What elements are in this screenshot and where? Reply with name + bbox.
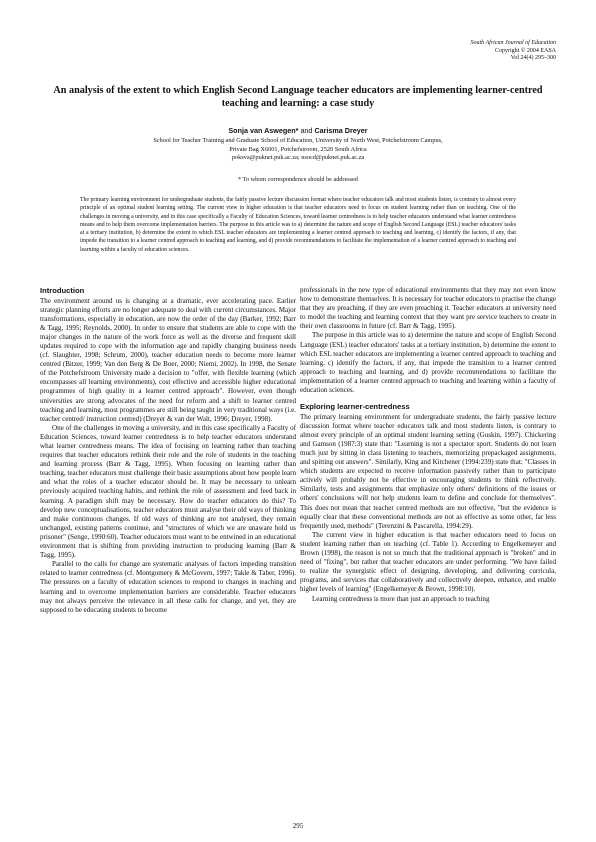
copyright-line: Copyright © 2004 EASA	[494, 47, 556, 54]
paragraph: The environment around us is changing at a dramatic, ever accelerating pace. Earlier strategic planning efforts are no longer adequate to deal with current circumstances. Major transformations, especially in education, are now the order of the day (Barker, 1992; Barr & Tagg, 1995; Reynolds, 2000). In order to ensure that students are able to cope with the major changes in the nature of the work force as well as the diverse and frequent skill updates required to cope with the information age and rapidly changing business needs (cf. Slaughter, 1998; Schrum, 2000), teacher education needs to become more learner centred (Bitzer, 1999; Van den Berg & De Boer, 2000; Niemi, 2002). In 1998, the Senate of the Potchefstroom University made a decision to "offer, with flexible learning (which encompasses all learning environments), cost effective and accessible higher educational programmes of high quality in a learner centred approach". However, even though universities are strong advocates of the need for reform and a shift to learner centred teaching and learning, most programmes are still being taught in very traditional ways (i.e. teacher centred/ instruction centred) (Dreyer & van der Walt, 1996; Dreyer, 1998).	[40, 296, 296, 423]
paragraph: Parallel to the calls for change are systematic analyses of factors impeding transition related to learner centredness (cf. Montgomery & McGovern, 1997; Takle & Taber, 1996). The pressures on a faculty of education sciences to respond to changes in teaching and learning and to overcome implementation barriers are considerable. Teacher educators may not always perceive the relevance in all these calls for change, and yet, they are supposed to be educating students to become	[40, 560, 296, 614]
affiliation-line: Private Bag X6001, Potchefstroom, 2520 South Africa	[229, 145, 367, 153]
author-name: Sonja van Aswegen*	[228, 126, 299, 135]
author-conjunction: and	[300, 126, 313, 135]
section-heading: Introduction	[40, 286, 85, 295]
corresponding-note: * To whom correspondence should be addressed	[238, 176, 358, 183]
abstract: The primary learning environment for undergraduate students, the fairly passive lecture discussion format where teacher educators talk and most students listen, is contrary to almost every principle of an optimal student learning setting. The current view in higher education is that teacher educators need to focus on student learning rather than on teaching. One of the challenges in moving a university, and in this case specifically a Faculty of Education Sciences, toward learner centredness is to help teacher educators understand what learner centredness means and to help them overcome implementation barriers. The purpose in this article was to a) determine the nature and scope of English Second Language (ESL) teacher educators' tasks at a tertiary institution, b) determine the extent to which ESL teacher educators are implementing a learner centred approach to teaching and learning, c) identify the factors, if any, that impede the transition to a learner centred approach to teaching and learning, and d) provide recommendations to facilitate the implementation of a learner centred approach to teaching and learning within a faculty of education sciences.	[80, 197, 516, 253]
journal-header	[470, 40, 556, 63]
paragraph: One of the challenges in moving a university, and in this case specifically a Faculty of Education Sciences, toward learner centredness is to help teacher educators understand what learner centredness means. The idea of focusing on learning rather than teaching requires that teacher educators rethink their role and the role of students in the teaching and learning process (Barr & Tagg, 1995). When focusing on learning rather than teaching, teacher educators must challenge their basic assumptions about how people learn and what the roles of a teacher educator should be. It may be necessary to unlearn previously acquired teaching habits, and rethink the role of assessment and feed back in learning. A paradigm shift may be necessary. How do teacher educators do this? To develop new conceptualisations, teacher educators must analyse their old ways of thinking and make continuous changes. If old ways of thinking are not analysed, they remain unchanged, existing patterns continue, and "structures of which we are unaware hold us prisoner" (Senge, 1990:60). Teacher educators must want to be entwined in an educational environment that is shifting from providing instruction to producing learning (Barr & Tagg, 1995).	[40, 423, 296, 560]
page-number: 295	[292, 822, 304, 830]
email-line: poksva@puknet.puk.ac.za; nsocd@puknet.puk.ac.za	[231, 154, 365, 161]
paragraph: The purpose in this article was to a) determine the nature and scope of English Second Language (ESL) teacher educators' tasks at a tertiary institution, b) determine the extent to which ESL teacher educators are implementing a learner centred approach to teaching and learning, c) identify the factors, if any, that impede the transition to a learner centred approach to teaching and learning, and d) provide recommendations to facilitate the implementation of a learner centred approach to teaching and learning within a faculty of education sciences.	[300, 331, 556, 395]
section-heading: Exploring learner-centredness	[300, 402, 410, 412]
left-column	[40, 286, 296, 615]
volume-line: Vol 24(4) 295–300	[510, 55, 556, 61]
journal-name: South African Journal of Education	[470, 40, 556, 46]
author-line	[40, 126, 556, 135]
affiliation	[60, 137, 536, 163]
right-column	[300, 286, 556, 604]
paragraph: The current view in higher education is that teacher educators need to focus on student learning rather than on teaching (cf. Table 1). According to Engelkemeyer and Brown (1998), the reason is not so much that the traditional approach is "broken" and in need of "fixing", but rather that teacher educators are under performing. "We have failed to realize the synergistic effect of designing, developing, and delivering curricula, programs, and services that collaboratively and collectively deepen, enhance, and enable higher levels of learning" (Engelkemeyer & Brown, 1998:10).	[300, 530, 556, 594]
author-name: Carisma Dreyer	[314, 126, 368, 135]
article-title: An analysis of the extent to which English Second Language teacher educators are implementing learner-centred teaching and learning: a case study	[53, 85, 543, 109]
affiliation-line: School for Teacher Training and Graduate School of Education, University of North West, Potchefstroom Campus,	[153, 137, 443, 144]
paragraph: Learning centredness is more than just an approach to teaching	[312, 594, 490, 603]
paragraph: professionals in the new type of educational environments that they may not even know how to demonstrate themselves. It is necessary for teacher educators to practise the change that they are preaching, if they are even preaching it. Teacher educators at university need to model the teaching and learning context that they want pre service teachers to create in their own classrooms in future (cf. Barr & Tagg, 1995).	[300, 286, 556, 331]
paragraph: The primary learning environment for undergraduate students, the fairly passive lecture discussion format where teacher educators talk and most students listen, is contrary to almost every principle of an optimal student learning setting (Guskin, 1997). Chickering and Gamson (1987:3) state that: "Learning is not a spectator sport. Students do not learn much just by sitting in class listening to teachers, memorizing prepackaged assignments, and spitting out answers". Similarly, King and Kitchener (1994:239) state that: "Classes in which students are expected to receive information passively rather than to participate actively will probably not be effective in encouraging students to think reflectively. Similarly, tests and assignments that emphasize only others' definitions of the issues or others' conclusions will not help students learn to define and conclude for themselves". This does not mean that teacher centred methods are not effective, "but the evidence is equally clear that these conventional methods are not as effective as some other, far less frequently used, methods" (Terenzini & Pascarella, 1994:29).	[300, 412, 556, 530]
